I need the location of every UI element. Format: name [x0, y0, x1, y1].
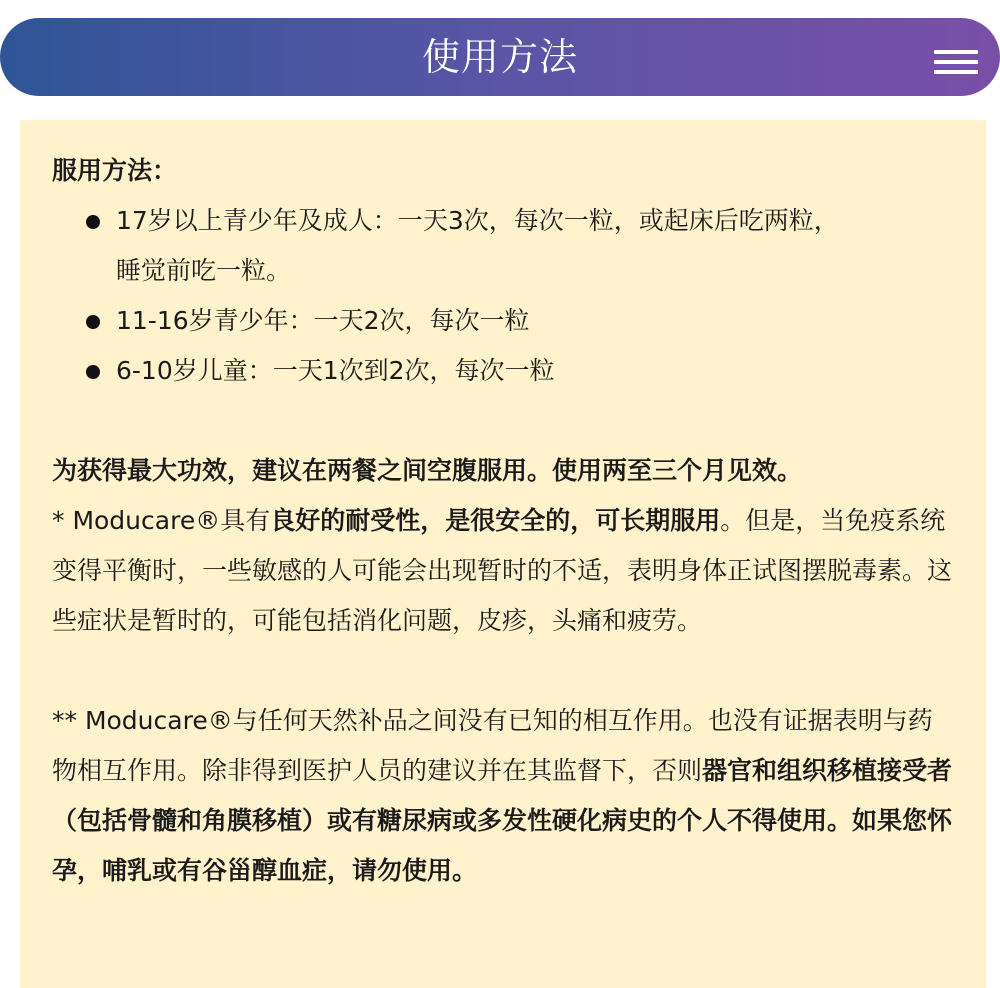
page-title: 使用方法	[421, 35, 578, 79]
usage-content-panel	[20, 120, 986, 988]
list-item	[52, 346, 954, 396]
usage-list	[52, 196, 954, 396]
usage-item-text: 11-16岁青少年：一天2次，每次一粒	[116, 306, 530, 335]
bullet-icon	[86, 215, 100, 229]
header-bar	[0, 18, 1000, 96]
bullet-icon	[86, 315, 100, 329]
efficacy-note: 为获得最大功效，建议在两餐之间空腹服用。使用两至三个月见效。	[52, 456, 803, 485]
list-item	[52, 296, 954, 346]
spacer	[52, 646, 954, 696]
menu-line	[934, 70, 978, 74]
tolerance-note-prefix: * Moducare®具有	[52, 506, 271, 535]
tolerance-note-bold: 良好的耐受性，是很安全的，可长期服用	[270, 506, 721, 535]
hamburger-menu-icon[interactable]	[934, 50, 978, 76]
list-item	[52, 196, 954, 296]
interaction-note-prefix: ** Moducare®与任何天然补品之间没有已知的相互作用。也没有证据表明与药物相互作用。除非得到医护人员的建议并在其监督下，否则	[52, 706, 933, 785]
menu-line	[934, 50, 978, 54]
bullet-icon	[86, 365, 100, 379]
menu-line	[934, 60, 978, 64]
usage-item-text: 睡觉前吃一粒。	[116, 256, 292, 285]
tolerance-note	[52, 496, 954, 646]
usage-item-text: 17岁以上青少年及成人：一天3次，每次一粒，或起床后吃两粒，	[116, 206, 839, 235]
section-heading: 服用方法：	[52, 156, 178, 185]
tolerance-note-rest: 。但是，当免疫系统变得平衡时，一些敏感的人可能会出现暂时的不适，表明身体正试图摆脱毒素。这些症状是暂时的，可能包括消化问题，皮疹，头痛和疲劳。	[52, 506, 953, 635]
interaction-note-bold: 器官和组织移植接受者（包括骨髓和角膜移植）或有糖尿病或多发性硬化病史的个人不得使用。如果您怀孕，哺乳或有谷甾醇血症，请勿使用。	[52, 756, 953, 885]
usage-item-text: 6-10岁儿童：一天1次到2次，每次一粒	[116, 356, 555, 385]
spacer	[52, 396, 954, 446]
interaction-note	[52, 696, 954, 896]
